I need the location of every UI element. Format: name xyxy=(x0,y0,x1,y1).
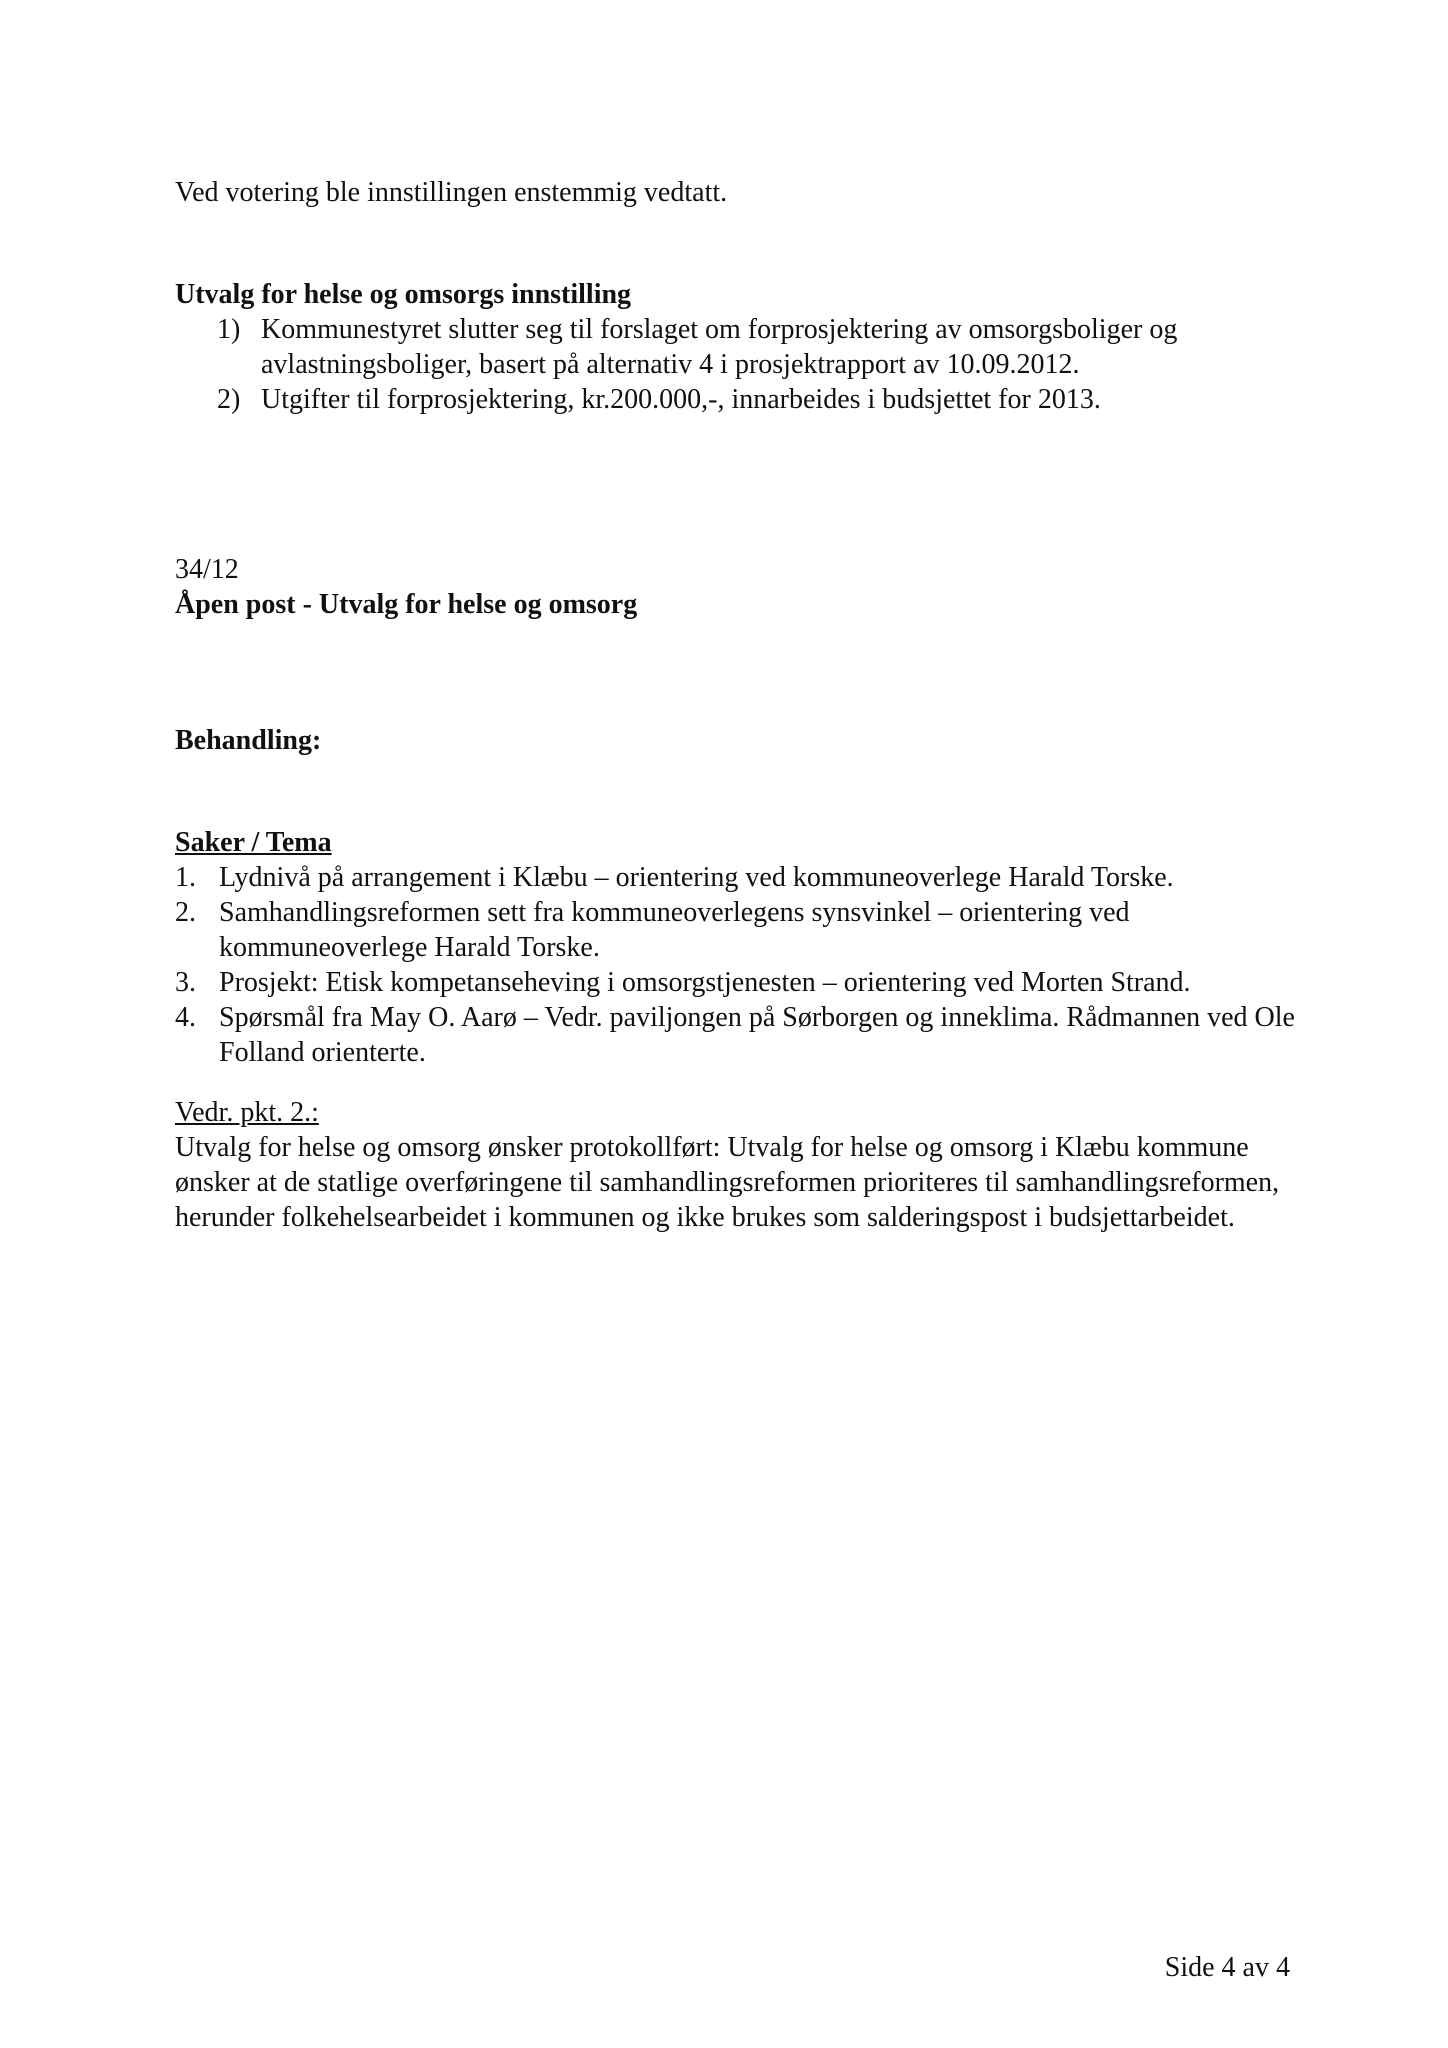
note-heading: Vedr. pkt. 2.: xyxy=(175,1097,319,1128)
note-section xyxy=(175,1095,1305,1235)
list-item-text: Kommunestyret slutter seg til forslaget om forprosjektering av omsorgsboliger og avlastningsboliger, basert på alternativ 4 i prosjektrapport av 10.09.2012. xyxy=(261,314,1178,380)
topics-section xyxy=(175,825,1305,1070)
vote-result xyxy=(175,175,1305,210)
list-item xyxy=(175,312,1305,382)
case-title: Åpen post - Utvalg for helse og omsorg xyxy=(175,589,638,620)
list-item xyxy=(175,895,1305,965)
treatment-heading: Behandling: xyxy=(175,725,322,756)
list-item-number: 2) xyxy=(217,384,241,415)
list-item xyxy=(175,382,1305,417)
recommendation-section xyxy=(175,277,1305,417)
list-item-text: Utgifter til forprosjektering, kr.200.000,-, innarbeides i budsjettet for 2013. xyxy=(261,384,1101,415)
vote-text: Ved votering ble innstillingen enstemmig vedtatt. xyxy=(175,177,728,208)
topics-heading: Saker / Tema xyxy=(175,827,332,858)
list-item-text: Samhandlingsreformen sett fra kommuneoverlegens synsvinkel – orientering ved kommuneoverlege Harald Torske. xyxy=(219,897,1130,963)
list-item xyxy=(175,1000,1305,1070)
treatment-section xyxy=(175,723,1305,758)
list-item-number: 4. xyxy=(175,1002,196,1033)
list-item-number: 1. xyxy=(175,862,196,893)
list-item-text: Spørsmål fra May O. Aarø – Vedr. paviljongen på Sørborgen og inneklima. Rådmannen ved Ole Folland orienterte. xyxy=(219,1002,1295,1068)
recommendation-list xyxy=(175,312,1305,417)
list-item xyxy=(175,860,1305,895)
list-item-number: 3. xyxy=(175,967,196,998)
list-item xyxy=(175,965,1305,1000)
recommendation-heading: Utvalg for helse og omsorgs innstilling xyxy=(175,279,632,310)
list-item-number: 2. xyxy=(175,897,196,928)
list-item-number: 1) xyxy=(217,314,241,345)
case-header xyxy=(175,552,1305,622)
case-number: 34/12 xyxy=(175,554,239,585)
page-number: Side 4 av 4 xyxy=(1164,1952,1290,1983)
list-item-text: Lydnivå på arrangement i Klæbu – orientering ved kommuneoverlege Harald Torske. xyxy=(219,862,1174,893)
topics-list xyxy=(175,860,1305,1070)
list-item-text: Prosjekt: Etisk kompetanseheving i omsorgstjenesten – orientering ved Morten Strand. xyxy=(219,967,1191,998)
note-text: Utvalg for helse og omsorg ønsker protokollført: Utvalg for helse og omsorg i Klæbu kommune ønsker at de statlige overføringene til samhandlingsreformen prioriteres til samhandlingsreformen, herunder folkehelsearbeidet i kommunen og ikke brukes som salderingspost i budsjettarbeidet. xyxy=(175,1132,1280,1233)
